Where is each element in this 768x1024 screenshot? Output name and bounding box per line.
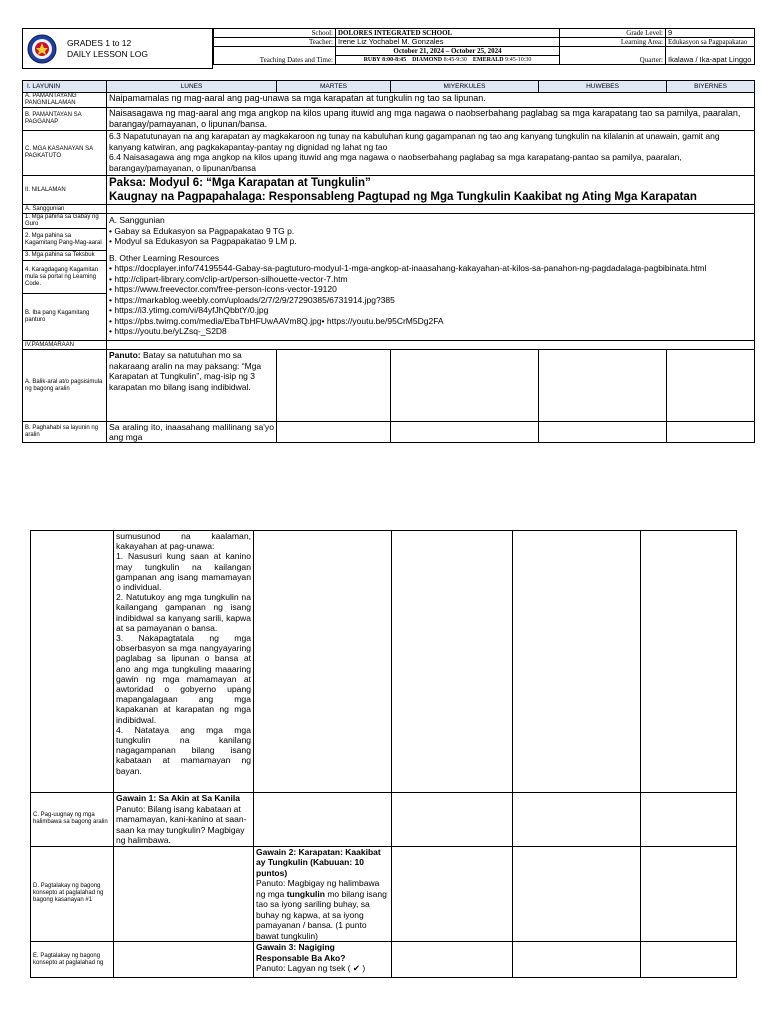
sanggunian-blank [107, 205, 755, 214]
teacher-value: Irene Liz Yochabel M. Gonzales [336, 38, 560, 47]
lesson-log-header [22, 28, 754, 69]
kasanayan-6-4: 6.4 Naisasagawa ang mga angkop na kilos upang ituwid ang mga nagawa o naobserbahang paglabag sa mga karapatang-pantao sa pamilya, paaralan, barangay/pamayanan, o lipunan/bansa [109, 152, 682, 173]
layunin-item-3: 3. Nakapagtatala ng mga obserbasyon sa mga nangyayaring paglabag sa lipunan o bansa at ano ang mga tungkuling maaaring gawin ng mga mamamayan at awtoridad o gobyerno upang mapangalagaan ang mga kapakanan at karapatan ng mga indibidwal. [116, 633, 251, 725]
logo-line2: DAILY LESSON LOG [67, 49, 148, 59]
row-label-iba-pang-kagamitan: B. Iba pang Kagamitang panturo [23, 294, 107, 341]
col-martes: MARTES [277, 81, 391, 93]
balik-aral-panuto: Panuto: [109, 350, 141, 360]
pagtalakay-2-lunes [114, 942, 254, 978]
ruby-name: RUBY [363, 57, 381, 63]
row-label-sanggunian: A. Sanggunian [23, 205, 107, 214]
dates-value: October 21, 2024 – October 25, 2024 [336, 47, 560, 56]
pagtalakay-1-biyernes [641, 846, 737, 942]
pagtalakay-2-miyerkules [392, 942, 513, 978]
resource-link-6[interactable]: • https://pbs.twimg.com/media/EbaTbHFUwAAVm8Q.jpg• https://youtu.be/95CrM5Dg2FA [109, 315, 444, 326]
other-resources-title: B. Other Learning Resources [109, 252, 220, 263]
pamantayan-sa-pagganap-text: Naisasagawa ng mag-aaral ang mga angkop na kilos upang ituwid ang mga nagawa o naobserbahang paglabag sa mga karapatang tao sa pamilya, paaralan, barangay/pamayanan, o lipunan/bansa. [107, 108, 755, 131]
ruby-time: 8:00-8:45 [382, 57, 407, 63]
balik-aral-lunes [107, 350, 277, 422]
layunin-intro: sumusunod na kaalaman, kakayahan at pag-unawa: [116, 531, 251, 552]
resource-link-2[interactable]: • http://clipart-library.com/clip-art/person-silhouette-vector-7.htm [109, 273, 348, 284]
gawain-2-text-a: Panuto: Magbigay ng halimbawa ng mga [256, 878, 380, 899]
quarter-value: Ikalawa / Ika-apat Linggo [666, 47, 755, 65]
resource-link-5[interactable]: • https://i3.ytimg.com/vi/84yfJhQbbtY/0.jpg [109, 305, 269, 315]
dates-label: Teaching Dates and Time: [214, 47, 336, 65]
resource-link-1[interactable]: • https://docplayer.info/74195544-Gabay-sa-pagtuturo-modyul-1-mga-angkop-at-inaasahang-kakayahan-at-kilos-sa-panahon-ng-pagdadalaga-pagbibinata.html [109, 263, 707, 273]
header-info-table [213, 28, 755, 65]
learning-area-label: Learning Area: [560, 38, 666, 47]
layunin-martes [254, 531, 392, 793]
pagtalakay-2-huwebes [513, 942, 641, 978]
row-label-kagamitang-pang-mag-aaral: 2. Mga pahina sa Kagamitang Pang-Mag-aaral [23, 229, 107, 251]
row-label-pagtalakay-2: E. Pagtalakay ng bagong konsepto at paglalahad ng [31, 942, 114, 978]
deped-seal-icon [27, 34, 57, 64]
col-biyernes: BIYERNES [667, 81, 755, 93]
pamamaraan-blank [107, 341, 755, 350]
logo-box [22, 28, 213, 69]
school-value: DOLORES INTEGRATED SCHOOL [336, 29, 560, 38]
resource-link-7[interactable]: • https://youtu.be/yLZsq-_S2D8 [109, 326, 227, 336]
row-label-pagtalakay-1: D. Pagtalakay ng bagong konsepto at paglalahad ng bagong kasanayan #1 [31, 846, 114, 942]
balik-aral-huwebes [539, 350, 667, 422]
kasanayan-cell [107, 131, 755, 176]
logo-line1: GRADES 1 to 12 [67, 38, 132, 48]
emerald-time: 9:45-10:30 [505, 57, 532, 63]
diamond-time: 8:45-9:30 [443, 57, 467, 63]
pag-uugnay-lunes [114, 793, 254, 847]
col-miyerkules: MIYERKULES [391, 81, 539, 93]
layunin-huwebes [513, 531, 641, 793]
paghahabi-biyernes [667, 422, 755, 443]
gawain-3-title: Gawain 3: Nagiging Responsable Ba Ako? [256, 942, 346, 963]
row-label-teksbuk: 3. Mga pahina sa Teksbuk [23, 251, 107, 261]
balik-aral-biyernes [667, 350, 755, 422]
balik-aral-miyerkules [391, 350, 539, 422]
row-label-gabay-ng-guro: 1. Mga pahina sa Gabay ng Guro [23, 214, 107, 229]
pagtalakay-2-martes [254, 942, 392, 978]
nilalaman-pagpapahalaga: Kaugnay na Pagpapahalaga: Responsableng Pagtupad ng Mga Tungkulin Kaakibat ng Ating Mga Karapatan [109, 191, 697, 203]
paghahabi-huwebes [539, 422, 667, 443]
lesson-log-table [22, 80, 755, 443]
pagtalakay-1-lunes [114, 846, 254, 942]
learning-area-value: Edukasyon sa Pagpapakatao [666, 38, 755, 47]
resource-link-4[interactable]: • https://markablog.weebly.com/uploads/2/7/2/9/27290385/6731914.jpg?385 [109, 294, 395, 305]
row-label-pamantayan-sa-pagganap: B. PAMANTAYAN SA PAGGANAP [23, 108, 107, 131]
kasanayan-6-3: 6.3 Napatutunayan na ang karapatan ay magkakaroon ng tunay na kabuluhan kung gagampanan ng tao ang kanyang tungkulin na kilalanin at unawain, gamit ang kanyang katwiran, ang pagkakapantay-pantay ng dignidad ng lahat ng tao [109, 131, 720, 152]
row-label-pamamaraan: IV.PAMAMARAAN [23, 341, 107, 350]
sanggunian-tg: • Gabay sa Edukasyon sa Pagpapakatao 9 TG p. [109, 225, 295, 236]
gawain-2-title: Gawain 2: Karapatan: Kaakibat ay Tungkulin (Kabuuan: 10 puntos) [256, 846, 381, 878]
pag-uugnay-martes [254, 793, 392, 847]
gawain-2-text [256, 878, 389, 941]
layunin-biyernes [641, 531, 737, 793]
pagtalakay-2-biyernes [641, 942, 737, 978]
nilalaman-paksa: Paksa: Modyul 6: “Mga Karapatan at Tungkulin” [109, 177, 371, 189]
gawain-2-text-c: mo bilang isang tao sa iyong sariling buhay, sa buhay ng kapwa, at sa iyong pamayanan / bansa. (1 punto bawat tungkulin) [256, 888, 387, 941]
pagtalakay-1-huwebes [513, 846, 641, 942]
pag-uugnay-biyernes [641, 793, 737, 847]
resource-link-3[interactable]: • https://www.freevector.com/free-person-icons-vector-19120 [109, 284, 337, 294]
grade-label: Grade Level: [560, 29, 666, 38]
emerald-name: EMERALD [472, 57, 504, 63]
row-label-nilalaman: II. NILALAMAN [23, 176, 107, 205]
balik-aral-martes [277, 350, 391, 422]
grade-value: 9 [666, 29, 755, 38]
pag-uugnay-miyerkules [392, 793, 513, 847]
continued-label-blank [31, 531, 114, 793]
row-label-paghahabi: B. Paghahabi sa layunin ng aralin [23, 422, 107, 443]
gawain-1-title: Gawain 1: Sa Akin at Sa Kanila [116, 793, 240, 803]
row-label-pag-uugnay: C. Pag-uugnay ng mga halimbawa sa bagong aralin [31, 793, 114, 847]
pag-uugnay-huwebes [513, 793, 641, 847]
layunin-item-2: 2. Natutukoy ang mga tungkulin na kailangang gampanan ng isang indibidwal sa kanyang sarili, kapwa at sa pamayanan o bansa. [116, 592, 251, 633]
col-huwebes: HUWEBES [539, 81, 667, 93]
balik-aral-text: Batay sa natutuhan mo sa nakaraang aralin na may paksang: “Mga Karapatan at Tungkulin”, mag-isip ng 3 karapatan mo bilang isang indibidwal. [109, 350, 262, 392]
school-label: School: [214, 29, 336, 38]
nilalaman-cell [107, 176, 755, 205]
pamantayang-pangnilalaman-text: Naipamamalas ng mag-aaral ang pag-unawa sa mga karapatan at tungkulin ng tao sa lipunan. [107, 93, 755, 108]
pagtalakay-1-miyerkules [392, 846, 513, 942]
sanggunian-lm: • Modyul sa Edukasyon sa Pagpapakatao 9 LM p. [109, 236, 297, 246]
class-schedule [336, 56, 560, 65]
layunin-miyerkules [392, 531, 513, 793]
layunin-item-1: 1. Nasusuri kung saan at kanino may tungkulin na kailangan gampanan ang isang mamamayan o individual. [116, 551, 251, 593]
paghahabi-martes [277, 422, 391, 443]
layunin-item-4: 4. Natataya ang mga mga tungkulin na kanilang nagagampanan bilang isang kabataan at mamamayan ng bayan. [116, 724, 251, 776]
row-label-kasanayan: C. MGA KASANAYAN SA PAGKATUTO [23, 131, 107, 176]
paghahabi-lunes: Sa araling ito, inaasahang malilinang sa'yo ang mga [107, 422, 277, 443]
row-label-karagdagang-kagamitan: 4. Karagdagang Kagamitan mula sa portal ng Learning Code. [23, 261, 107, 294]
teacher-label: Teacher: [214, 38, 336, 47]
quarter-label: Quarter: [560, 47, 666, 65]
layunin-list-lunes [114, 531, 254, 793]
sanggunian-title: A. Sanggunian [109, 215, 165, 225]
gawain-1-text: Panuto: Bilang isang kabataan at mamamayan, kani-kanino at saan-saan ka may tungkulin? Magbigay ng halimbawa. [116, 803, 247, 845]
col-layunin: I. LAYUNIN [23, 81, 107, 93]
column-header-row [23, 81, 755, 93]
gawain-3-text: Panuto: Lagyan ng tsek ( ✔ ) [256, 963, 366, 973]
lesson-log-table-continued [30, 530, 737, 978]
col-lunes: LUNES [107, 81, 277, 93]
row-label-balik-aral: A. Balik-aral at/o pagsisimula ng bagong aralin [23, 350, 107, 422]
diamond-name: DIAMOND [412, 57, 443, 63]
row-label-pamantayang-pangnilalaman: A. PAMANTAYANG PANGNILALAMAN [23, 93, 107, 108]
resources-cell [107, 214, 755, 341]
gawain-2-text-b: tungkulin [286, 888, 325, 899]
paghahabi-miyerkules [391, 422, 539, 443]
pagtalakay-1-martes [254, 846, 392, 942]
